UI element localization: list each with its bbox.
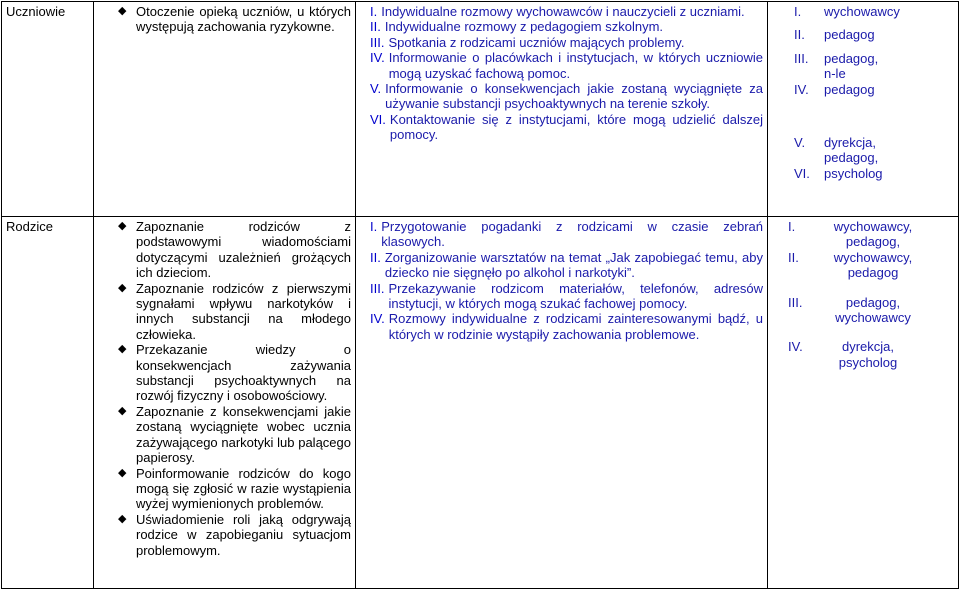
group-label: Uczniowie (6, 4, 66, 19)
responsible-list (788, 219, 954, 370)
list-item: IV. pedagog (794, 81, 875, 97)
bullet-icon: ◆ (118, 5, 127, 17)
group-label: Rodzice (6, 219, 53, 234)
responsible-list (794, 4, 954, 181)
methods-list (370, 219, 763, 342)
methods-cell (356, 2, 768, 217)
bullet-icon: ◆ (118, 466, 127, 479)
list-item: II. Indywidualne rozmowy z pedagogiem szkolnym. (370, 19, 664, 35)
plan-table (1, 1, 959, 589)
list-item: VI. psycholog (794, 165, 883, 181)
tasks-cell (94, 217, 356, 589)
list-item: I. wychowawcy (794, 4, 900, 19)
methods-cell (356, 217, 768, 589)
bullet-icon: ◆ (118, 281, 127, 294)
list-item: II. wychowawcy, pedagog (788, 249, 913, 281)
table-row (2, 217, 959, 589)
list-item: IV. Rozmowy indywidualne z rodzicami zainteresowanymi bądź, u których w rodzinie wystąpiły zachowania problemowe. (370, 311, 763, 342)
list-item: ◆ Przekazanie wiedzy o konsekwencjach zażywania substancji psychoaktywnych na rozwój fizyczny i osobowościowy. (118, 342, 351, 404)
list-item: IV. dyrekcja, psycholog (788, 339, 898, 370)
tasks-list (118, 219, 351, 558)
list-item: III. pedagog, wychowawcy (788, 294, 911, 326)
bullet-icon: ◆ (118, 404, 127, 417)
group-cell (2, 217, 94, 589)
list-item: VI. Kontaktowanie się z instytucjami, które mogą udzielić dalszej pomocy. (370, 111, 763, 143)
group-cell (2, 2, 94, 217)
list-item: ◆ Otoczenie opieką uczniów, u których występują zachowania ryzykowne. (118, 4, 351, 35)
bullet-icon: ◆ (118, 512, 127, 525)
tasks-cell (94, 2, 356, 217)
list-item: I. wychowawcy, pedagog, (788, 219, 913, 250)
table-row (2, 2, 959, 217)
responsible-cell (768, 217, 959, 589)
list-item: II. pedagog (794, 27, 875, 43)
list-item: ◆ Poinformowanie rodziców do kogo mogą się zgłosić w razie wystąpienia wyżej wymienionych problemów. (118, 465, 351, 512)
list-item: III. Spotkania z rodzicami uczniów mających problemy. (370, 34, 685, 50)
list-item: ◆ Uświadomienie roli jaką odgrywają rodzice w zapobieganiu sytuacjom problemowym. (118, 511, 351, 558)
methods-list (370, 4, 763, 143)
list-item: III. pedagog, n-le (794, 50, 879, 82)
list-item: ◆ Zapoznanie rodziców z podstawowymi wiadomościami dotyczącymi uzależnień grożących ich dzieciom. (118, 219, 351, 281)
list-item: V. Informowanie o konsekwencjach jakie zostaną wyciągnięte za używanie substancji psychoaktywnych na terenie szkoły. (370, 81, 763, 112)
bullet-icon: ◆ (118, 220, 127, 232)
list-item: III. Przekazywanie rodzicom materiałów, telefonów, adresów instytucji, w których mogą szukać fachowej pomocy. (370, 280, 763, 312)
list-item: I. Przygotowanie pogadanki z rodzicami w czasie zebrań klasowych. (370, 219, 763, 250)
list-item: II. Zorganizowanie warsztatów na temat „Jak zapobiegać temu, aby dziecko nie sięgnęło po alkohol i narkotyki”. (370, 249, 763, 281)
list-item: IV. Informowanie o placówkach i instytucjach, w których uczniowie mogą uzyskać fachową pomoc. (370, 50, 763, 81)
list-item: V. dyrekcja, pedagog, (794, 135, 879, 166)
list-item: ◆ Zapoznanie z konsekwencjami jakie zostaną wyciągnięte wobec ucznia zażywającego narkotyki lub palącego papierosy. (118, 403, 351, 466)
list-item: I. Indywidualne rozmowy wychowawców i nauczycieli z uczniami. (370, 4, 745, 19)
responsible-cell (768, 2, 959, 217)
list-item: ◆ Zapoznanie rodziców z pierwszymi sygnałami wpływu narkotyków i innych substancji na młodego człowieka. (118, 280, 351, 342)
bullet-icon: ◆ (118, 343, 127, 356)
tasks-list (118, 4, 351, 35)
